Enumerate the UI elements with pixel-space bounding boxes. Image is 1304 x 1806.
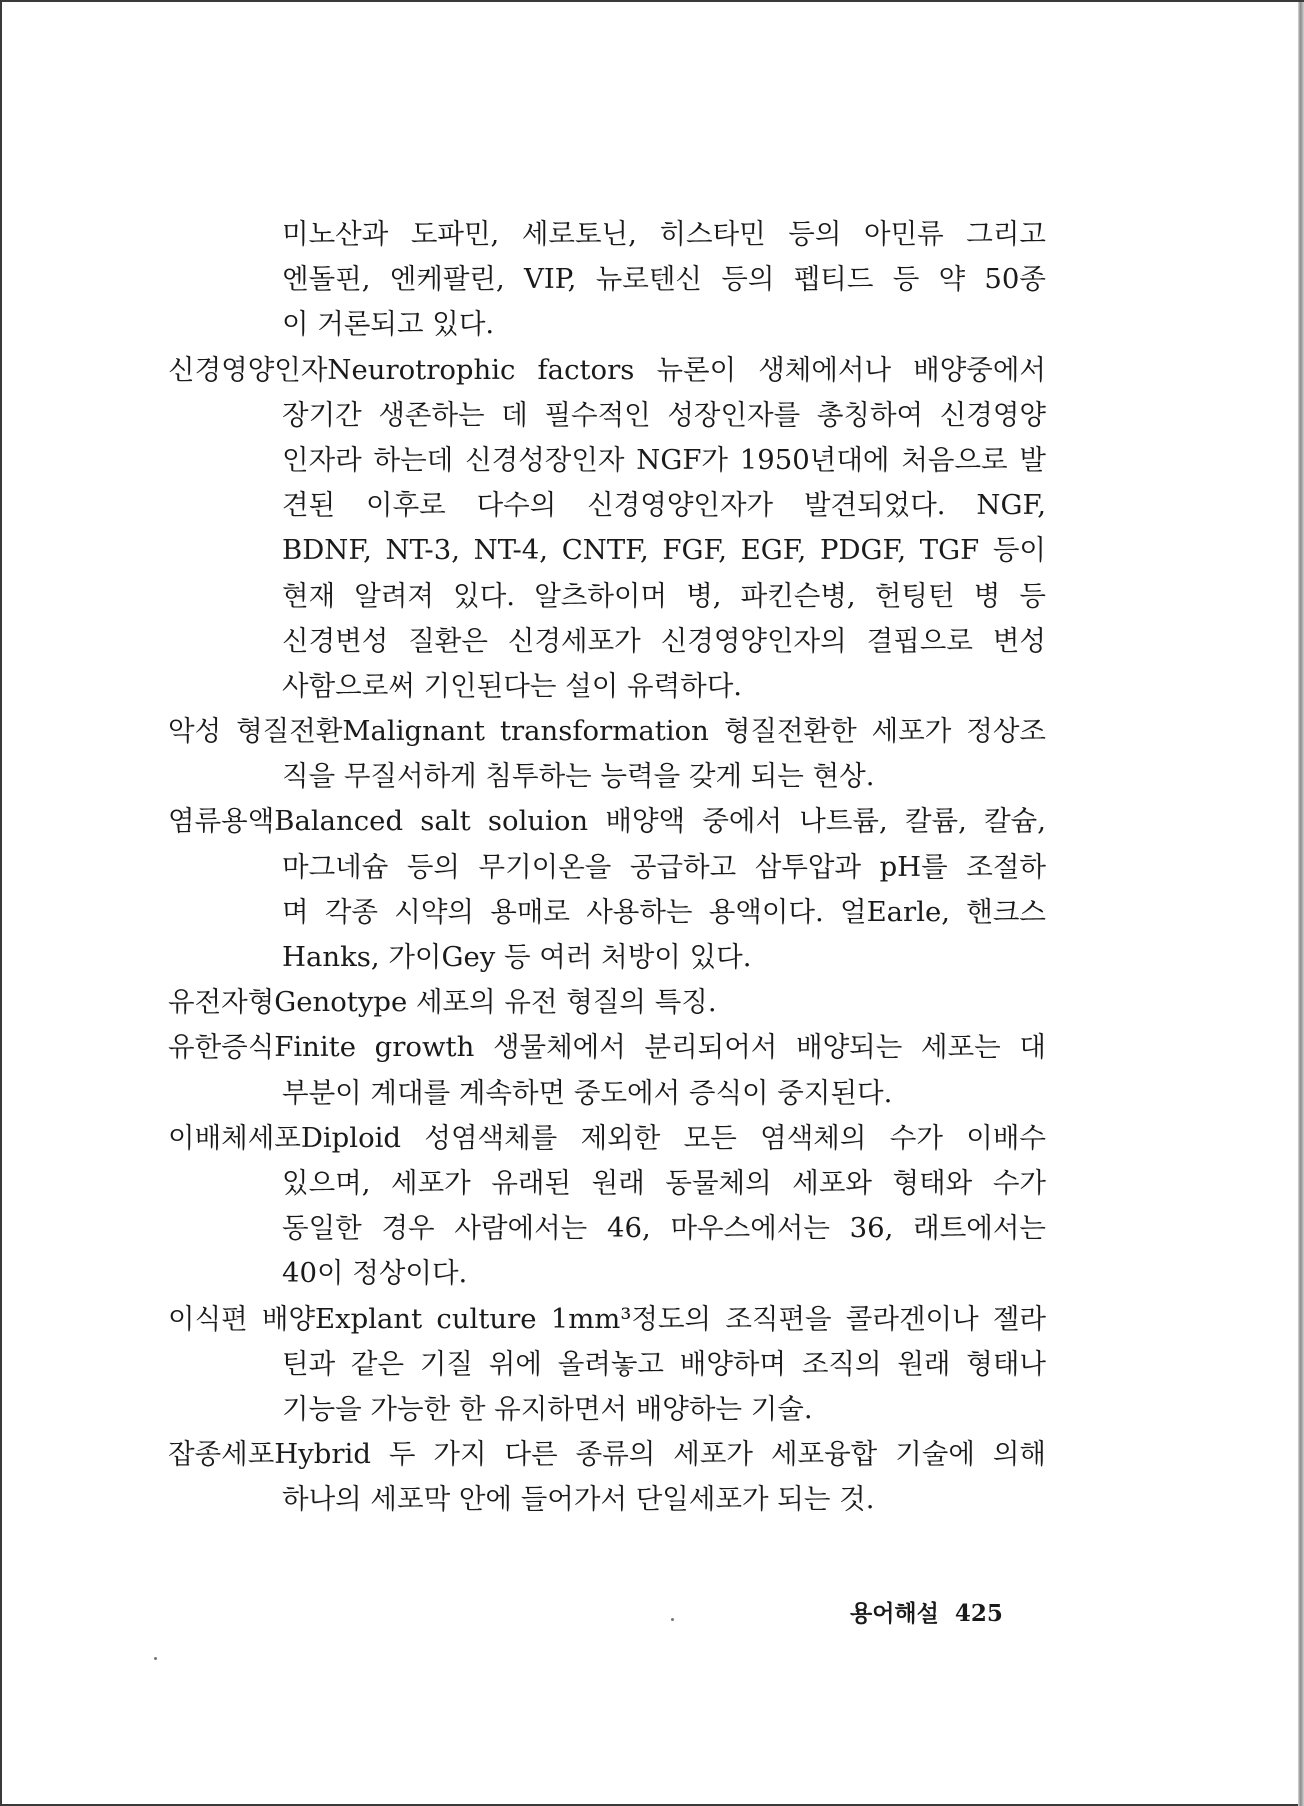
entry-line: 인자라 하는데 신경성장인자 NGF가 1950년대에 처음으로 발	[282, 443, 1046, 476]
entry-line: Hanks, 가이Gey 등 여러 처방이 있다.	[282, 941, 752, 973]
glossary-entry-explant-culture	[168, 1297, 1046, 1433]
entry-line: 엔돌핀, 엔케팔린, VIP, 뉴로텐신 등의 펩티드 등 약 50종	[282, 263, 1046, 296]
glossary-entry-malignant-transformation	[168, 709, 1046, 799]
entry-line: 직을 무질서하게 침투하는 능력을 갖게 되는 현상.	[282, 760, 875, 793]
entry-line: 미노산과 도파민, 세로토닌, 히스타민 등의 아민류 그리고	[282, 218, 1046, 250]
entry-line: 40이 정상이다.	[282, 1257, 468, 1290]
glossary-entry-hybrid	[168, 1432, 1046, 1522]
entry-term-line: 유한증식Finite growth 생물체에서 분리되어서 배양되는 세포는 대	[168, 1031, 1046, 1064]
entry-line: BDNF, NT-3, NT-4, CNTF, FGF, EGF, PDGF, TGF 등이	[282, 534, 1046, 567]
entry-line: 하나의 세포막 안에 들어가서 단일세포가 되는 것.	[282, 1483, 875, 1516]
entry-line: 며 각종 시약의 용매로 사용하는 용액이다. 얼Earle, 핸크스	[282, 895, 1046, 928]
entry-term-line: 염류용액Balanced salt soluion 배양액 중에서 나트륨, 칼륨, 칼슘,	[168, 805, 1046, 838]
page-footer	[850, 1594, 1050, 1634]
entry-line: 이 거론되고 있다.	[282, 308, 495, 341]
scan-speck	[671, 1618, 674, 1621]
glossary-entry-neurotrophic-factors	[168, 348, 1046, 710]
entry-line: 있으며, 세포가 유래된 원래 동물체의 세포와 형태와 수가	[282, 1166, 1046, 1199]
entry-term-line: 신경영양인자Neurotrophic factors 뉴론이 생체에서나 배양중에서	[168, 353, 1046, 386]
glossary-entry-genotype	[168, 980, 1046, 1025]
entry-line: 틴과 같은 기질 위에 올려놓고 배양하며 조직의 원래 형태나	[282, 1347, 1046, 1380]
entry-line: 기능을 가능한 한 유지하면서 배양하는 기술.	[282, 1392, 813, 1425]
entry-line: 장기간 생존하는 데 필수적인 성장인자를 총칭하여 신경영양	[282, 398, 1046, 431]
page-edge	[1298, 2, 1304, 1806]
page-number: 425	[954, 1600, 1003, 1627]
entry-line: 부분이 계대를 계속하면 중도에서 증식이 중지된다.	[282, 1076, 893, 1109]
entry-line: 마그네슘 등의 무기이온을 공급하고 삼투압과 pH를 조절하	[282, 850, 1046, 883]
entry-term-line: 이배체세포Diploid 성염색체를 제외한 모든 염색체의 수가 이배수	[168, 1121, 1046, 1154]
entry-line: 사함으로써 기인된다는 설이 유력하다.	[282, 669, 743, 702]
entry-term-line: 잡종세포Hybrid 두 가지 다른 종류의 세포가 세포융합 기술에 의해	[168, 1438, 1046, 1471]
entry-line: 신경변성 질환은 신경세포가 신경영양인자의 결핍으로 변성	[282, 624, 1046, 657]
running-section-title: 용어해설	[850, 1600, 939, 1627]
glossary-entry-balanced-salt-solution	[168, 799, 1046, 980]
entry-line: 현재 알려져 있다. 알츠하이머 병, 파킨슨병, 헌팅턴 병 등	[282, 579, 1046, 612]
entry-line: 견된 이후로 다수의 신경영양인자가 발견되었다. NGF,	[282, 489, 1046, 522]
glossary-entry-continued	[168, 212, 1046, 348]
glossary-body	[168, 212, 1046, 1522]
glossary-entry-diploid	[168, 1116, 1046, 1297]
entry-term-line: 이식편 배양Explant culture 1mm³정도의 조직편을 콜라겐이나 젤라	[168, 1302, 1046, 1335]
entry-term-line: 유전자형Genotype 세포의 유전 형질의 특징.	[168, 986, 717, 1019]
entry-line: 동일한 경우 사람에서는 46, 마우스에서는 36, 래트에서는	[282, 1212, 1046, 1245]
scan-speck	[154, 1657, 157, 1660]
glossary-entry-finite-growth	[168, 1025, 1046, 1115]
entry-term-line: 악성 형질전환Malignant transformation 형질전환한 세포가 정상조	[168, 715, 1046, 748]
